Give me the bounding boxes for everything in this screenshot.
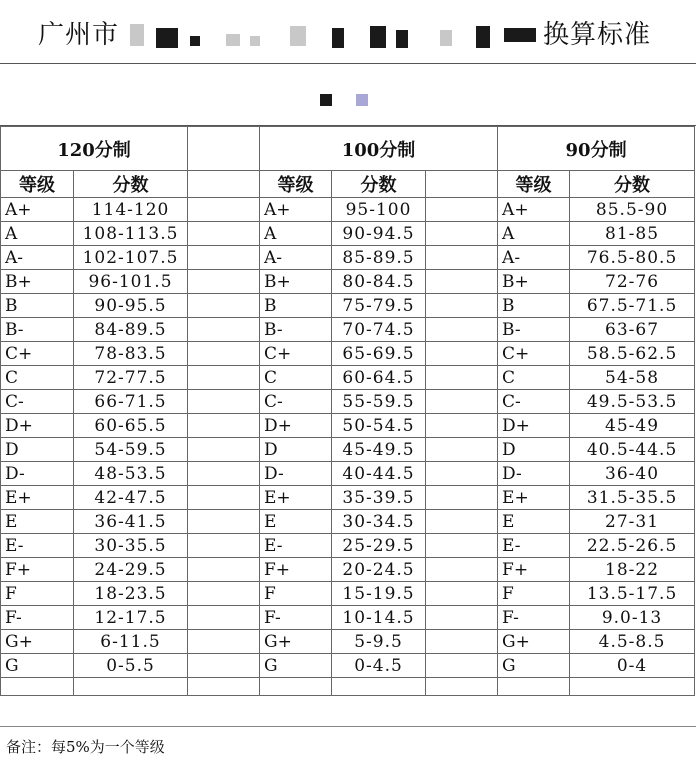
score-cell-120: 66-71.5 — [74, 390, 188, 414]
spacer-cell — [188, 558, 260, 582]
level-cell-120: C — [1, 366, 74, 390]
spacer-cell — [188, 390, 260, 414]
level-cell-100: D+ — [260, 414, 332, 438]
level-cell-90: C — [498, 366, 570, 390]
score-cell-90: 85.5-90 — [570, 198, 695, 222]
level-cell-90: B- — [498, 318, 570, 342]
score-cell-120: 90-95.5 — [74, 294, 188, 318]
table-row — [1, 606, 695, 630]
table-row — [1, 366, 695, 390]
spacer-cell — [188, 630, 260, 654]
score-cell-90: 36-40 — [570, 462, 695, 486]
level-cell-120: A+ — [1, 198, 74, 222]
spacer-cell — [426, 246, 498, 270]
level-cell-90: F+ — [498, 558, 570, 582]
spacer-cell — [188, 510, 260, 534]
score-cell-100: 25-29.5 — [332, 534, 426, 558]
spacer-cell — [426, 510, 498, 534]
level-cell-100: B- — [260, 318, 332, 342]
level-cell-90: C- — [498, 390, 570, 414]
redacted-subtitle-mark — [320, 94, 332, 106]
spacer-cell — [426, 294, 498, 318]
level-header-120: 等级 — [1, 171, 74, 198]
empty-cell — [332, 678, 426, 696]
spacer-cell — [188, 366, 260, 390]
spacer-cell — [426, 171, 498, 198]
footnote: 备注：每5%为一个等级 — [6, 738, 165, 756]
level-cell-90: A — [498, 222, 570, 246]
level-cell-120: F+ — [1, 558, 74, 582]
level-cell-120: G — [1, 654, 74, 678]
level-header-90: 等级 — [498, 171, 570, 198]
score-cell-90: 40.5-44.5 — [570, 438, 695, 462]
spacer-cell — [188, 270, 260, 294]
spacer-cell — [188, 246, 260, 270]
table-row — [1, 318, 695, 342]
level-cell-120: A — [1, 222, 74, 246]
level-cell-90: F- — [498, 606, 570, 630]
score-cell-120: 18-23.5 — [74, 582, 188, 606]
title-row — [0, 0, 696, 64]
spacer-cell — [426, 558, 498, 582]
level-cell-90: G — [498, 654, 570, 678]
column-header-row — [1, 171, 695, 198]
score-cell-100: 65-69.5 — [332, 342, 426, 366]
score-cell-100: 15-19.5 — [332, 582, 426, 606]
spacer-cell — [426, 198, 498, 222]
score-cell-120: 114-120 — [74, 198, 188, 222]
score-cell-90: 54-58 — [570, 366, 695, 390]
score-cell-100: 35-39.5 — [332, 486, 426, 510]
spacer-cell — [426, 654, 498, 678]
spacer-cell — [188, 462, 260, 486]
spacer-cell — [188, 654, 260, 678]
spacer-cell — [426, 222, 498, 246]
level-cell-120: E — [1, 510, 74, 534]
spacer-cell — [188, 342, 260, 366]
score-cell-100: 70-74.5 — [332, 318, 426, 342]
empty-cell — [498, 678, 570, 696]
score-cell-90: 22.5-26.5 — [570, 534, 695, 558]
table-row — [1, 246, 695, 270]
spacer-cell — [188, 582, 260, 606]
level-cell-120: B+ — [1, 270, 74, 294]
score-cell-90: 9.0-13 — [570, 606, 695, 630]
spacer-cell — [188, 486, 260, 510]
note-divider — [0, 726, 696, 727]
level-cell-100: E+ — [260, 486, 332, 510]
score-cell-120: 84-89.5 — [74, 318, 188, 342]
score-cell-120: 6-11.5 — [74, 630, 188, 654]
level-cell-100: E- — [260, 534, 332, 558]
level-cell-100: D — [260, 438, 332, 462]
spacer-cell — [188, 127, 260, 171]
table-row — [1, 654, 695, 678]
score-header-100: 分数 — [332, 171, 426, 198]
level-cell-100: B — [260, 294, 332, 318]
level-cell-90: B+ — [498, 270, 570, 294]
score-cell-90: 63-67 — [570, 318, 695, 342]
empty-cell — [426, 678, 498, 696]
score-cell-100: 75-79.5 — [332, 294, 426, 318]
scheme-header-row — [1, 127, 695, 171]
score-cell-90: 58.5-62.5 — [570, 342, 695, 366]
title-suffix: 换算标准 — [543, 20, 652, 50]
table-row — [1, 534, 695, 558]
score-cell-100: 55-59.5 — [332, 390, 426, 414]
score-cell-120: 102-107.5 — [74, 246, 188, 270]
score-cell-120: 42-47.5 — [74, 486, 188, 510]
level-cell-100: C+ — [260, 342, 332, 366]
score-cell-120: 78-83.5 — [74, 342, 188, 366]
score-cell-120: 0-5.5 — [74, 654, 188, 678]
scheme-label-100: 100分制 — [260, 127, 498, 171]
score-cell-90: 72-76 — [570, 270, 695, 294]
score-cell-90: 76.5-80.5 — [570, 246, 695, 270]
score-cell-120: 108-113.5 — [74, 222, 188, 246]
level-cell-100: F+ — [260, 558, 332, 582]
level-cell-90: E+ — [498, 486, 570, 510]
level-cell-90: A+ — [498, 198, 570, 222]
level-cell-90: G+ — [498, 630, 570, 654]
spacer-cell — [426, 606, 498, 630]
score-header-120: 分数 — [74, 171, 188, 198]
title-prefix: 广州市 — [38, 20, 120, 50]
spacer-cell — [188, 606, 260, 630]
table-row — [1, 558, 695, 582]
level-cell-100: B+ — [260, 270, 332, 294]
score-cell-120: 36-41.5 — [74, 510, 188, 534]
score-cell-100: 40-44.5 — [332, 462, 426, 486]
level-cell-100: F — [260, 582, 332, 606]
empty-cell — [570, 678, 695, 696]
level-cell-120: F- — [1, 606, 74, 630]
spacer-cell — [426, 534, 498, 558]
level-cell-100: F- — [260, 606, 332, 630]
score-cell-120: 12-17.5 — [74, 606, 188, 630]
level-cell-90: D+ — [498, 414, 570, 438]
spacer-cell — [426, 486, 498, 510]
level-cell-90: B — [498, 294, 570, 318]
level-cell-100: C- — [260, 390, 332, 414]
empty-cell — [260, 678, 332, 696]
level-cell-100: D- — [260, 462, 332, 486]
score-header-90: 分数 — [570, 171, 695, 198]
score-cell-120: 48-53.5 — [74, 462, 188, 486]
level-cell-120: B — [1, 294, 74, 318]
empty-cell — [74, 678, 188, 696]
spacer-cell — [426, 318, 498, 342]
table-row — [1, 438, 695, 462]
level-cell-120: G+ — [1, 630, 74, 654]
scheme-label-120: 120分制 — [1, 127, 188, 171]
table-row — [1, 222, 695, 246]
spacer-cell — [188, 222, 260, 246]
score-cell-120: 96-101.5 — [74, 270, 188, 294]
table-row — [1, 342, 695, 366]
level-cell-90: A- — [498, 246, 570, 270]
score-cell-90: 81-85 — [570, 222, 695, 246]
scheme-label-90: 90分制 — [498, 127, 695, 171]
table-row — [1, 630, 695, 654]
table-row — [1, 390, 695, 414]
empty-cell — [188, 678, 260, 696]
spacer-cell — [426, 438, 498, 462]
level-cell-120: D — [1, 438, 74, 462]
level-cell-100: G+ — [260, 630, 332, 654]
score-cell-90: 27-31 — [570, 510, 695, 534]
score-cell-90: 45-49 — [570, 414, 695, 438]
score-cell-120: 54-59.5 — [74, 438, 188, 462]
table-row — [1, 486, 695, 510]
score-cell-120: 24-29.5 — [74, 558, 188, 582]
table-row — [1, 582, 695, 606]
score-cell-100: 60-64.5 — [332, 366, 426, 390]
level-cell-90: E — [498, 510, 570, 534]
score-cell-90: 0-4 — [570, 654, 695, 678]
subtitle-row — [0, 64, 696, 126]
score-cell-100: 95-100 — [332, 198, 426, 222]
table-row — [1, 414, 695, 438]
spacer-cell — [426, 582, 498, 606]
grade-conversion-table — [0, 126, 695, 696]
spacer-cell — [188, 294, 260, 318]
level-cell-90: C+ — [498, 342, 570, 366]
score-cell-90: 31.5-35.5 — [570, 486, 695, 510]
spacer-cell — [188, 171, 260, 198]
score-cell-100: 20-24.5 — [332, 558, 426, 582]
spacer-cell — [188, 534, 260, 558]
score-cell-90: 18-22 — [570, 558, 695, 582]
level-cell-100: A — [260, 222, 332, 246]
redacted-subtitle-mark-2 — [356, 94, 368, 106]
score-cell-100: 80-84.5 — [332, 270, 426, 294]
level-cell-120: C+ — [1, 342, 74, 366]
score-cell-100: 0-4.5 — [332, 654, 426, 678]
level-cell-90: E- — [498, 534, 570, 558]
table-row — [1, 462, 695, 486]
score-cell-100: 5-9.5 — [332, 630, 426, 654]
level-cell-90: F — [498, 582, 570, 606]
level-cell-100: G — [260, 654, 332, 678]
score-cell-120: 72-77.5 — [74, 366, 188, 390]
level-cell-100: A- — [260, 246, 332, 270]
score-cell-100: 85-89.5 — [332, 246, 426, 270]
spacer-cell — [188, 414, 260, 438]
spacer-cell — [188, 318, 260, 342]
score-cell-120: 60-65.5 — [74, 414, 188, 438]
level-cell-90: D- — [498, 462, 570, 486]
score-cell-90: 67.5-71.5 — [570, 294, 695, 318]
empty-cell — [1, 678, 74, 696]
level-cell-120: D- — [1, 462, 74, 486]
spacer-cell — [426, 414, 498, 438]
spacer-cell — [426, 630, 498, 654]
table-row — [1, 270, 695, 294]
table-row — [1, 510, 695, 534]
score-cell-100: 50-54.5 — [332, 414, 426, 438]
level-cell-120: F — [1, 582, 74, 606]
spacer-cell — [426, 390, 498, 414]
score-cell-90: 4.5-8.5 — [570, 630, 695, 654]
score-cell-90: 13.5-17.5 — [570, 582, 695, 606]
spacer-cell — [426, 270, 498, 294]
score-cell-90: 49.5-53.5 — [570, 390, 695, 414]
spacer-cell — [426, 366, 498, 390]
spacer-cell — [188, 198, 260, 222]
level-cell-120: D+ — [1, 414, 74, 438]
level-cell-100: E — [260, 510, 332, 534]
spacer-cell — [426, 342, 498, 366]
level-header-100: 等级 — [260, 171, 332, 198]
score-cell-120: 30-35.5 — [74, 534, 188, 558]
spacer-cell — [426, 462, 498, 486]
level-cell-100: C — [260, 366, 332, 390]
level-cell-120: A- — [1, 246, 74, 270]
empty-row — [1, 678, 695, 696]
score-cell-100: 30-34.5 — [332, 510, 426, 534]
table-row — [1, 294, 695, 318]
level-cell-120: E+ — [1, 486, 74, 510]
level-cell-100: A+ — [260, 198, 332, 222]
level-cell-120: C- — [1, 390, 74, 414]
score-cell-100: 90-94.5 — [332, 222, 426, 246]
spacer-cell — [188, 438, 260, 462]
level-cell-90: D — [498, 438, 570, 462]
level-cell-120: E- — [1, 534, 74, 558]
table-body — [1, 127, 695, 696]
table-row — [1, 198, 695, 222]
level-cell-120: B- — [1, 318, 74, 342]
score-cell-100: 10-14.5 — [332, 606, 426, 630]
score-cell-100: 45-49.5 — [332, 438, 426, 462]
